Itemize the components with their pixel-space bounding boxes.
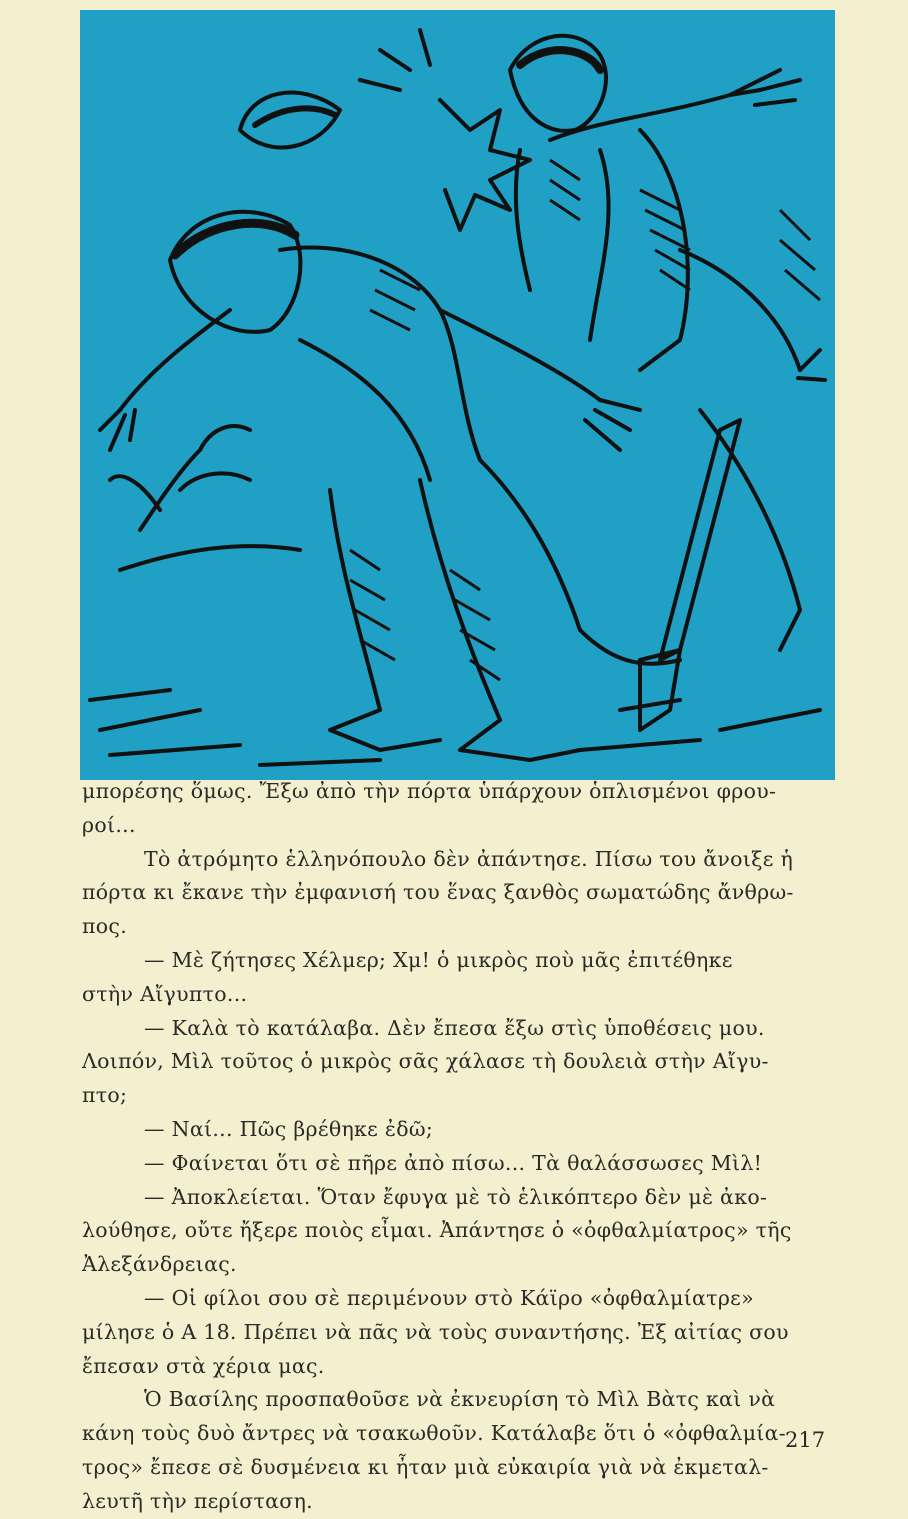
page-number: 217 [785,1428,826,1452]
text-line: λευτῆ τὴν περίσταση. [82,1488,313,1513]
text-line: στὴν Αἴγυπτο... [82,981,248,1006]
illustration-drawing [80,10,835,780]
text-line: — Ἀποκλείεται. Ὅταν ἔφυγα μὲ τὸ ἑλικόπτερο δὲν μὲ ἀκο- [144,1184,768,1209]
text-line: — Καλὰ τὸ κατάλαβα. Δὲν ἔπεσα ἔξω στὶς ὑποθέσεις μου. [144,1015,765,1040]
text-line: πόρτα κι ἔκανε τὴν ἐμφανισή του ἕνας ξανθὸς σωματώδης ἄνθρω- [82,880,794,905]
text-line: Ἀλεξάνδρειας. [82,1252,237,1277]
text-line: Ὁ Βασίλης προσπαθοῦσε νὰ ἐκνευρίση τὸ Μὶλ Βὰτς καὶ νὰ [144,1387,776,1412]
text-line: πος. [82,914,128,939]
fight-illustration [80,10,835,780]
text-line: — Οἱ φίλοι σου σὲ περιμένουν στὸ Κάϊρο «ὀφθαλμίατρε» [144,1285,754,1310]
text-line: ροί... [82,812,136,837]
text-line: Τὸ ἀτρόμητο ἑλληνόπουλο δὲν ἀπάντησε. Πίσω του ἄνοιξε ἡ [144,846,794,871]
text-line: κάνη τοὺς δυὸ ἄντρες νὰ τσακωθοῦν. Κατάλαβε ὅτι ὁ «ὀφθαλμία- [82,1421,787,1446]
text-line: — Φαίνεται ὅτι σὲ πῆρε ἀπὸ πίσω... Τὰ θαλάσσωσες Μὶλ! [144,1150,763,1175]
text-line: λούθησε, οὔτε ἤξερε ποιὸς εἶμαι. Ἀπάντησε ὁ «ὀφθαλμίατρος» τῆς [82,1218,792,1243]
text-line: τρος» ἔπεσε σὲ δυσμένεια κι ἦταν μιὰ εὐκαιρία γιὰ νὰ ἐκμεταλ- [82,1454,769,1479]
text-line: Λοιπόν, Μὶλ τοῦτος ὁ μικρὸς σᾶς χάλασε τὴ δουλειὰ στὴν Αἴγυ- [82,1049,769,1074]
text-line: — Ναί... Πῶς βρέθηκε ἐδῶ; [144,1116,434,1141]
text-line: μπορέσης ὅμως. Ἔξω ἀπὸ τὴν πόρτα ὑπάρχουν ὁπλισμένοι φρου- [82,779,777,803]
text-line: — Μὲ ζήτησες Χέλμερ; Χμ! ὁ μικρὸς ποὺ μᾶς ἐπιτέθηκε [144,947,733,972]
text-line: μίλησε ὁ Α 18. Πρέπει νὰ πᾶς νὰ τοὺς συναντήσης. Ἐξ αἰτίας σου [82,1319,789,1344]
text-line: πτο; [82,1083,128,1108]
body-text [82,775,832,1519]
text-line: ἔπεσαν στὰ χέρια μας. [82,1353,325,1378]
